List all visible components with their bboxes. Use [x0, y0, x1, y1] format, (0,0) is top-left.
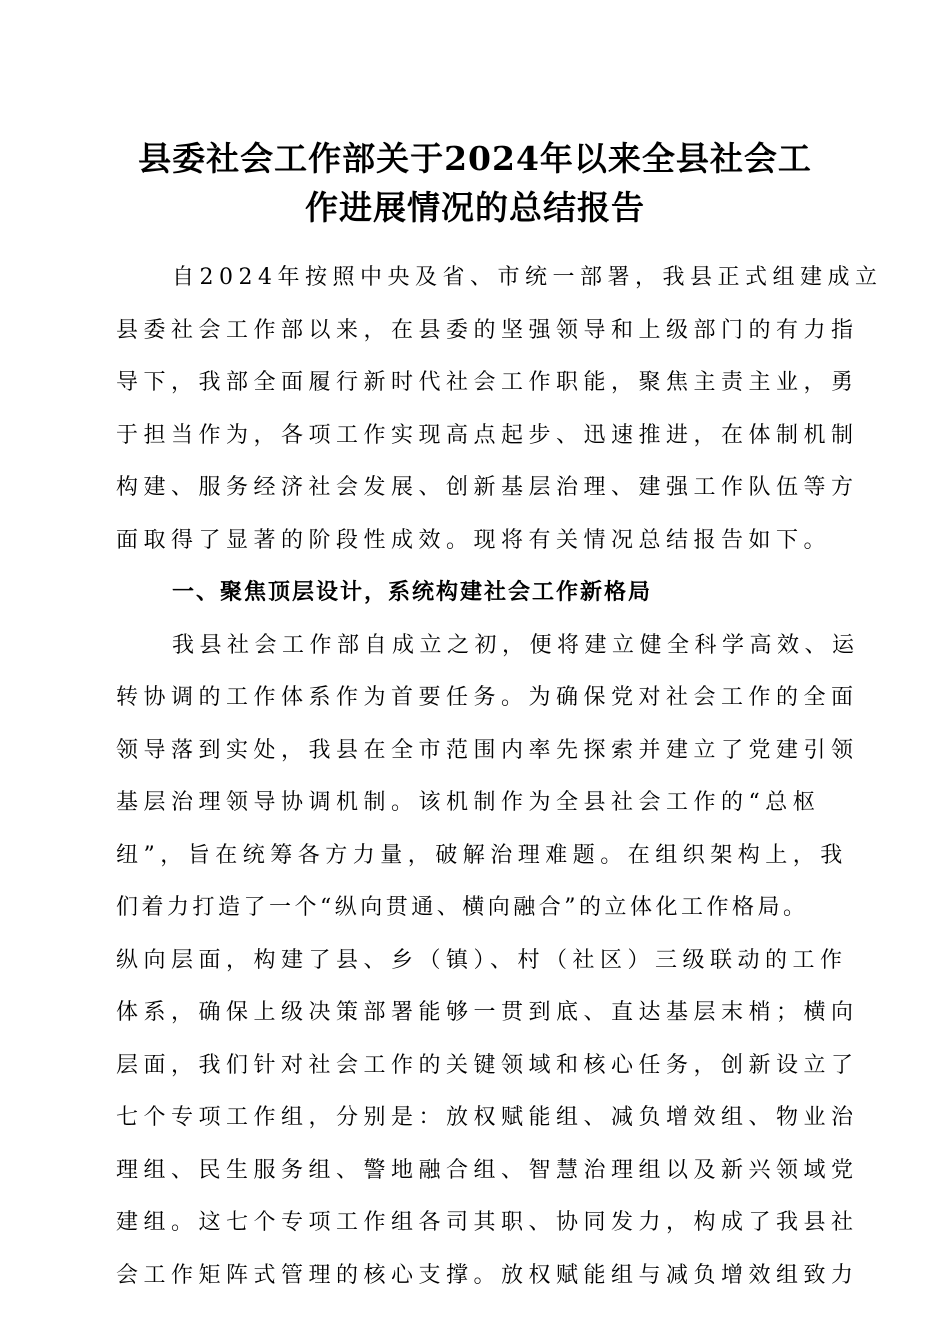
paragraph-line: 纽”，旨在统筹各方力量，破解治理难题。在组织架构上，我	[116, 842, 848, 868]
paragraph-line: 于担当作为，各项工作实现高点起步、迅速推进，在体制机制	[116, 422, 859, 448]
paragraph-line: 建组。这七个专项工作组各司其职、协同发力，构成了我县社	[116, 1210, 859, 1235]
paragraph-line: 层面，我们针对社会工作的关键领域和核心任务，创新设立了	[116, 1052, 859, 1078]
title-line: 作进展情况的总结报告	[305, 188, 645, 227]
paragraph-line: 会工作矩阵式管理的核心支撑。放权赋能组与减负增效组致力	[116, 1262, 859, 1288]
paragraph-line: 领导落到实处，我县在全市范围内率先探索并建立了党建引领	[116, 737, 859, 763]
paragraph-line: 自2024年按照中央及省、市统一部署，我县正式组建成立	[172, 265, 883, 290]
section1-paragraph	[116, 620, 860, 1303]
paragraph-line: 转协调的工作体系作为首要任务。为确保党对社会工作的全面	[116, 685, 859, 710]
paragraph-line: 理组、民生服务组、警地融合组、智慧治理组以及新兴领域党	[116, 1157, 859, 1183]
paragraph-line: 基层治理领导协调机制。该机制作为全县社会工作的“总枢	[116, 790, 821, 815]
paragraph-line: 导下，我部全面履行新时代社会工作职能，聚焦主责主业，勇	[116, 370, 859, 395]
paragraph-line: 纵向层面，构建了县、乡（镇）、村（社区）三级联动的工作	[116, 947, 848, 973]
paragraph-line: 体系，确保上级决策部署能够一贯到底、直达基层末梢；横向	[116, 1000, 859, 1025]
intro-paragraph	[116, 252, 883, 567]
document-title	[100, 134, 850, 232]
section-heading: 一、聚焦顶层设计，系统构建社会工作新格局	[172, 580, 653, 605]
document-body	[116, 252, 883, 1302]
paragraph-line: 县委社会工作部以来，在县委的坚强领导和上级部门的有力指	[116, 317, 859, 343]
paragraph-line: 构建、服务经济社会发展、创新基层治理、建强工作队伍等方	[116, 475, 859, 500]
paragraph-line: 面取得了显著的阶段性成效。现将有关情况总结报告如下。	[116, 527, 832, 553]
paragraph-line: 我县社会工作部自成立之初，便将建立健全科学高效、运	[172, 632, 860, 658]
paragraph-line: 们着力打造了一个“纵向贯通、横向融合”的立体化工作格局。	[116, 895, 809, 920]
title-line: 县委社会工作部关于2024年以来全县社会工	[138, 139, 812, 178]
paragraph-line: 七个专项工作组，分别是：放权赋能组、减负增效组、物业治	[116, 1105, 859, 1130]
